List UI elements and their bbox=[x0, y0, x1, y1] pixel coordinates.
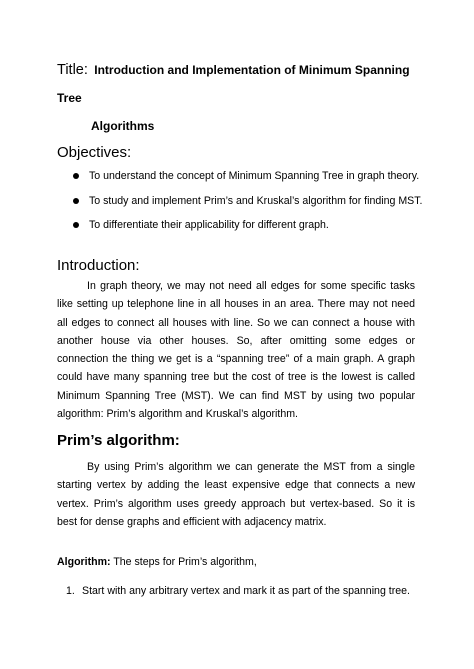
introduction-heading: Introduction: bbox=[57, 257, 140, 274]
document-title bbox=[57, 56, 437, 140]
objective-text: To understand the concept of Minimum Spanning Tree in graph theory. bbox=[89, 170, 420, 182]
title-text-line1: Introduction and Implementation of Minimum Spanning Tree bbox=[57, 63, 410, 105]
objective-text: To differentiate their applicability for different graph. bbox=[89, 219, 329, 231]
objectives-heading: Objectives: bbox=[57, 144, 132, 161]
step-text: Start with any arbitrary vertex and mark it as part of the spanning tree. bbox=[82, 585, 410, 597]
step-number: 1. bbox=[66, 585, 75, 597]
bullet-icon bbox=[73, 173, 79, 179]
title-label: Title: bbox=[57, 62, 88, 78]
algorithm-intro bbox=[57, 553, 257, 571]
objective-item bbox=[73, 213, 422, 238]
objectives-list bbox=[73, 164, 422, 238]
algorithm-steps bbox=[66, 582, 410, 600]
bullet-icon bbox=[73, 222, 79, 228]
algorithm-text: The steps for Prim’s algorithm, bbox=[110, 556, 257, 568]
objective-item bbox=[73, 189, 422, 214]
algorithm-label: Algorithm: bbox=[57, 556, 111, 568]
introduction-paragraph: In graph theory, we may not need all edges for some specific tasks like setting up telephone line in all houses in an area. There may not need all edges to connect all houses with line. So we can connect a house with another house via other houses. So, after omitting some edges or connection the thing we get is a “spanning tree” of a main graph. A graph could have many spanning tree but the cost of tree is the lowest is called Minimum Spanning Tree (MST). We can find MST by using two popular algorithm: Prim’s algorithm and Kruskal’s algorithm. bbox=[57, 280, 415, 421]
prims-heading: Prim’s algorithm: bbox=[57, 432, 180, 449]
prims-paragraph: By using Prim’s algorithm we can generate the MST from a single starting vertex by adding the least expensive edge that connects a new vertex. Prim’s algorithm uses greedy approach but vertex-based. So it is best for dense graphs and efficient with adjacency matrix. bbox=[57, 461, 415, 528]
algorithm-step bbox=[66, 582, 410, 600]
objective-item bbox=[73, 164, 422, 189]
bullet-icon bbox=[73, 198, 79, 204]
objective-text: To study and implement Prim’s and Kruskal’s algorithm for finding MST. bbox=[89, 194, 423, 207]
title-text-line2: Algorithms bbox=[91, 119, 155, 133]
